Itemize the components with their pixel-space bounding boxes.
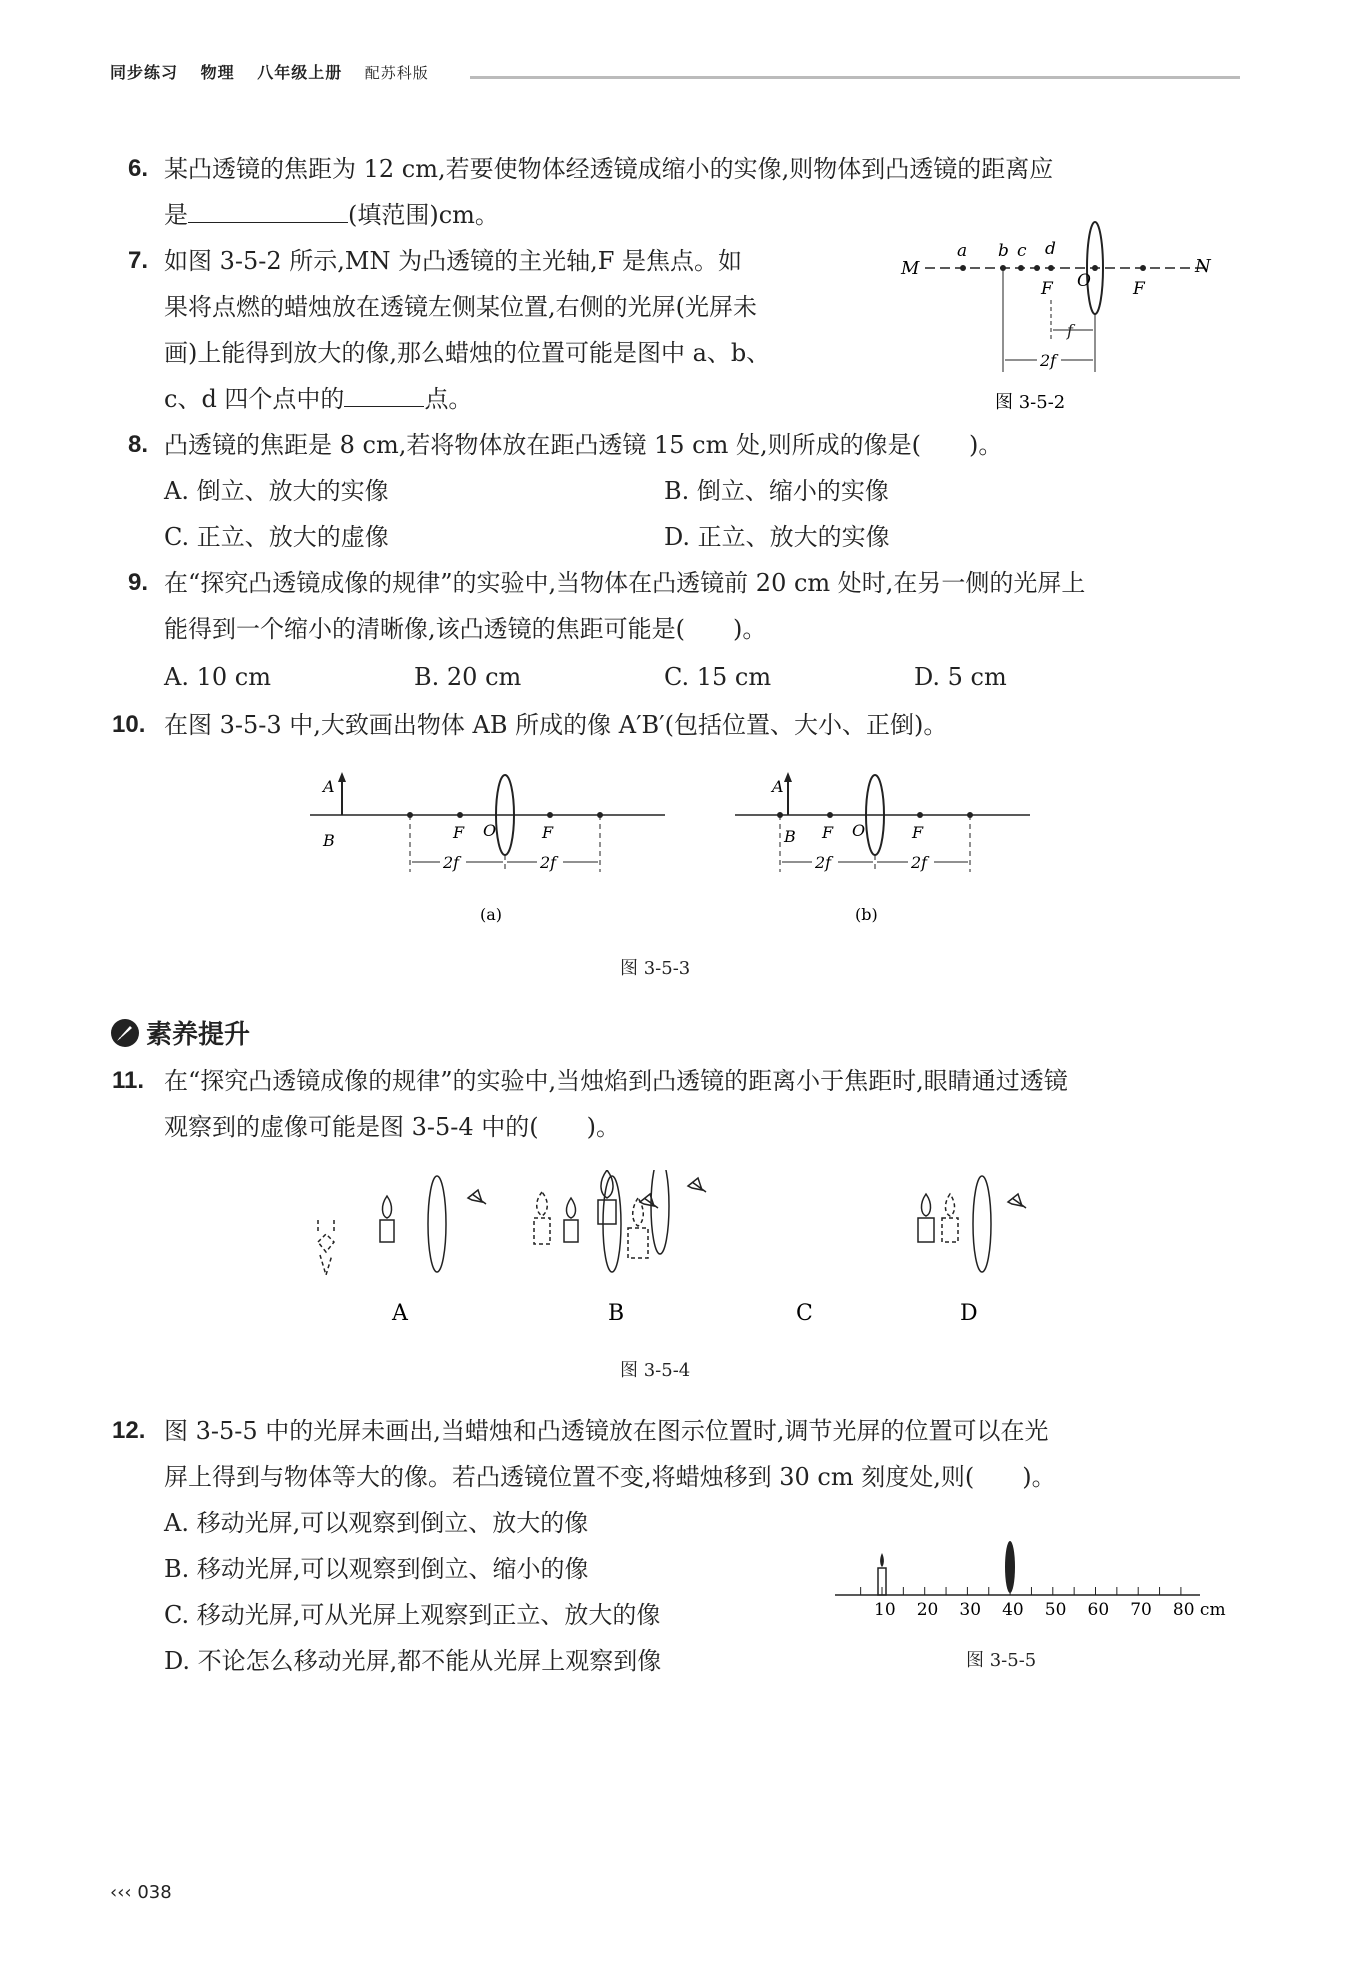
label-F-left: F — [1041, 279, 1053, 299]
subfigure-label-b: (b) — [855, 905, 878, 924]
point-2f-left — [407, 812, 413, 818]
candle — [380, 1220, 394, 1242]
question-text-line2: 能得到一个缩小的清晰像,该凸透镜的焦距可能是( )。 — [164, 615, 767, 643]
page-number: 038 — [137, 1882, 172, 1903]
label-f: f — [1067, 321, 1073, 340]
virtual-flame — [945, 1194, 954, 1216]
scale-label: 40 — [1002, 1600, 1024, 1620]
page-footer — [110, 1882, 172, 1903]
section-heading — [110, 1014, 250, 1051]
question-text: 某凸透镜的焦距为 12 cm,若要使物体经透镜成缩小的实像,则物体到凸透镜的距离应 — [164, 155, 1054, 183]
label-2f-left: 2f — [443, 853, 460, 872]
question-text-line1: 图 3-5-5 中的光屏未画出,当蜡烛和凸透镜放在图示位置时,调节光屏的位置可以在光 — [164, 1417, 1049, 1445]
focus-left — [827, 812, 833, 818]
label-F-left: F — [453, 823, 465, 842]
question-number: 11. — [112, 1067, 145, 1094]
scale-ticks — [861, 1587, 1181, 1595]
question-number: 12. — [112, 1417, 146, 1444]
object-arrowhead — [784, 772, 792, 782]
convex-lens — [1005, 1541, 1015, 1593]
section-title: 素养提升 — [146, 1020, 251, 1050]
question-number: 10. — [112, 711, 146, 738]
question-text-line3: 画)上能得到放大的像,那么蜡烛的位置可能是图中 a、b、 — [164, 339, 771, 367]
flame — [921, 1194, 930, 1216]
question-text: 凸透镜的焦距是 8 cm,若将物体放在距凸透镜 15 cm 处,则所成的像是( )。 — [164, 431, 1003, 459]
point-c — [1018, 265, 1024, 271]
option-label-c[interactable]: C — [796, 1301, 813, 1326]
figure-caption-3-5-5: 图 3-5-5 — [966, 1650, 1037, 1671]
text-pre: c、d 四个点中的 — [164, 385, 345, 413]
lens — [428, 1176, 446, 1272]
option-d[interactable]: D. 不论怎么移动光屏,都不能从光屏上观察到像 — [164, 1647, 662, 1675]
point-d — [1048, 265, 1054, 271]
focus-left — [1034, 265, 1040, 271]
candle — [598, 1200, 616, 1224]
scale-label: 80 cm — [1172, 1600, 1226, 1620]
text-post: 点。 — [424, 385, 473, 413]
scale-label: 10 — [874, 1600, 896, 1620]
virtual-candle — [534, 1218, 550, 1244]
option-d-diagram — [918, 1176, 1026, 1272]
option-label-a[interactable]: A — [392, 1301, 408, 1326]
option-a[interactable]: A. 10 cm — [164, 663, 271, 691]
option-a[interactable]: A. 倒立、放大的实像 — [164, 477, 389, 505]
label-B: B — [323, 831, 335, 850]
figure-caption-3-5-3: 图 3-5-3 — [620, 958, 691, 979]
question-number: 6. — [128, 155, 149, 182]
page-header — [110, 60, 445, 83]
subfigure-label-a: (a) — [480, 905, 503, 924]
header-edition: 配苏科版 — [364, 64, 429, 82]
question-text-line4 — [164, 376, 472, 422]
option-b[interactable]: B. 移动光屏,可以观察到倒立、缩小的像 — [164, 1555, 589, 1583]
label-b: b — [998, 241, 1009, 261]
scale-label: 60 — [1087, 1600, 1110, 1620]
option-a[interactable]: A. 移动光屏,可以观察到倒立、放大的像 — [164, 1509, 589, 1537]
figure-3-5-2 — [895, 220, 1225, 420]
question-number: 7. — [128, 247, 149, 274]
answer-blank[interactable] — [188, 194, 348, 223]
option-c[interactable]: C. 移动光屏,可从光屏上观察到正立、放大的像 — [164, 1601, 661, 1629]
question-text-line2 — [164, 192, 499, 238]
label-N: N — [1195, 256, 1211, 277]
rocket-icon — [110, 1018, 140, 1048]
flame — [880, 1553, 884, 1567]
point-2f-left — [777, 812, 783, 818]
label-O: O — [483, 821, 497, 840]
scale-label: 30 — [959, 1600, 982, 1620]
virtual-flame — [537, 1192, 548, 1216]
optical-center — [1092, 265, 1098, 271]
focus-right — [1140, 265, 1146, 271]
label-O: O — [1077, 271, 1091, 291]
point-a — [960, 265, 966, 271]
scale-label: 50 — [1044, 1600, 1067, 1620]
virtual-image-inverted — [318, 1220, 334, 1275]
text-post: (填范围)cm。 — [348, 201, 499, 229]
focus-right — [547, 812, 553, 818]
text-pre: 是 — [164, 201, 188, 229]
figure-3-5-4 — [300, 1170, 1060, 1340]
figure-3-5-3-a — [305, 770, 675, 940]
eye-icon — [688, 1178, 706, 1192]
label-F-right: F — [1133, 279, 1145, 299]
option-b[interactable]: B. 倒立、缩小的实像 — [664, 477, 889, 505]
question-text-line1: 在“探究凸透镜成像的规律”的实验中,当烛焰到凸透镜的距离小于焦距时,眼睛通过透镜 — [164, 1067, 1068, 1095]
header-series: 同步练习 — [110, 63, 179, 82]
option-label-d[interactable]: D — [960, 1301, 978, 1326]
figure-3-5-3-b — [730, 770, 1040, 940]
chevrons-left-icon: ‹‹‹ — [110, 1882, 132, 1903]
option-d[interactable]: D. 5 cm — [914, 663, 1007, 691]
label-F-right: F — [542, 823, 554, 842]
option-c[interactable]: C. 正立、放大的虚像 — [164, 523, 389, 551]
question-text-line1: 如图 3-5-2 所示,MN 为凸透镜的主光轴,F 是焦点。如 — [164, 247, 743, 275]
flame — [566, 1198, 575, 1218]
label-A: A — [323, 777, 335, 796]
question-text-line2: 屏上得到与物体等大的像。若凸透镜位置不变,将蜡烛移到 30 cm 刻度处,则( )。 — [164, 1463, 1056, 1491]
focus-right — [917, 812, 923, 818]
label-O: O — [852, 821, 866, 840]
header-subject: 物理 — [200, 63, 235, 82]
answer-blank[interactable] — [344, 378, 424, 407]
option-label-b[interactable]: B — [608, 1301, 625, 1326]
label-F-left: F — [822, 823, 834, 842]
label-F-right: F — [912, 823, 924, 842]
option-c[interactable]: C. 15 cm — [664, 663, 772, 691]
figure-caption: 图 3-5-2 — [995, 392, 1066, 413]
header-rule — [470, 76, 1240, 79]
candle — [564, 1220, 578, 1242]
label-A: A — [772, 777, 784, 796]
label-2f: 2f — [1040, 351, 1057, 370]
label-a: a — [957, 241, 968, 261]
focus-left — [457, 812, 463, 818]
eye-icon — [468, 1190, 486, 1204]
figure-caption-3-5-4: 图 3-5-4 — [620, 1360, 691, 1381]
question-text-line2: 果将点燃的蜡烛放在透镜左侧某位置,右侧的光屏(光屏未 — [164, 293, 757, 321]
question-text: 在图 3-5-3 中,大致画出物体 AB 所成的像 A′B′(包括位置、大小、正倒)。 — [164, 711, 948, 739]
object-arrowhead — [338, 772, 346, 782]
label-B: B — [784, 827, 796, 846]
label-2f-right: 2f — [540, 853, 557, 872]
question-number: 8. — [128, 431, 149, 458]
option-d[interactable]: D. 正立、放大的实像 — [664, 523, 890, 551]
question-text-line2: 观察到的虚像可能是图 3-5-4 中的( )。 — [164, 1113, 621, 1141]
question-text-line1: 在“探究凸透镜成像的规律”的实验中,当物体在凸透镜前 20 cm 处时,在另一侧的光屏上 — [164, 569, 1086, 597]
lens — [973, 1176, 991, 1272]
eye-icon — [1008, 1194, 1026, 1208]
option-c-diagram — [598, 1170, 706, 1258]
figure-3-5-5 — [830, 1525, 1240, 1625]
option-b[interactable]: B. 20 cm — [414, 663, 522, 691]
header-grade: 八年级上册 — [257, 63, 343, 82]
option-a-diagram — [318, 1176, 486, 1275]
lens — [651, 1170, 669, 1254]
label-M: M — [901, 258, 920, 279]
label-c: c — [1017, 241, 1027, 261]
scale-label: 70 — [1130, 1600, 1152, 1620]
label-2f-left: 2f — [815, 853, 832, 872]
flame — [382, 1196, 391, 1218]
scale-labels — [874, 1600, 1226, 1620]
label-2f-right: 2f — [911, 853, 928, 872]
question-number: 9. — [128, 569, 149, 596]
virtual-candle — [942, 1218, 958, 1242]
label-d: d — [1045, 239, 1056, 259]
scale-label: 20 — [916, 1600, 939, 1620]
virtual-candle — [628, 1228, 648, 1258]
candle — [918, 1218, 934, 1242]
